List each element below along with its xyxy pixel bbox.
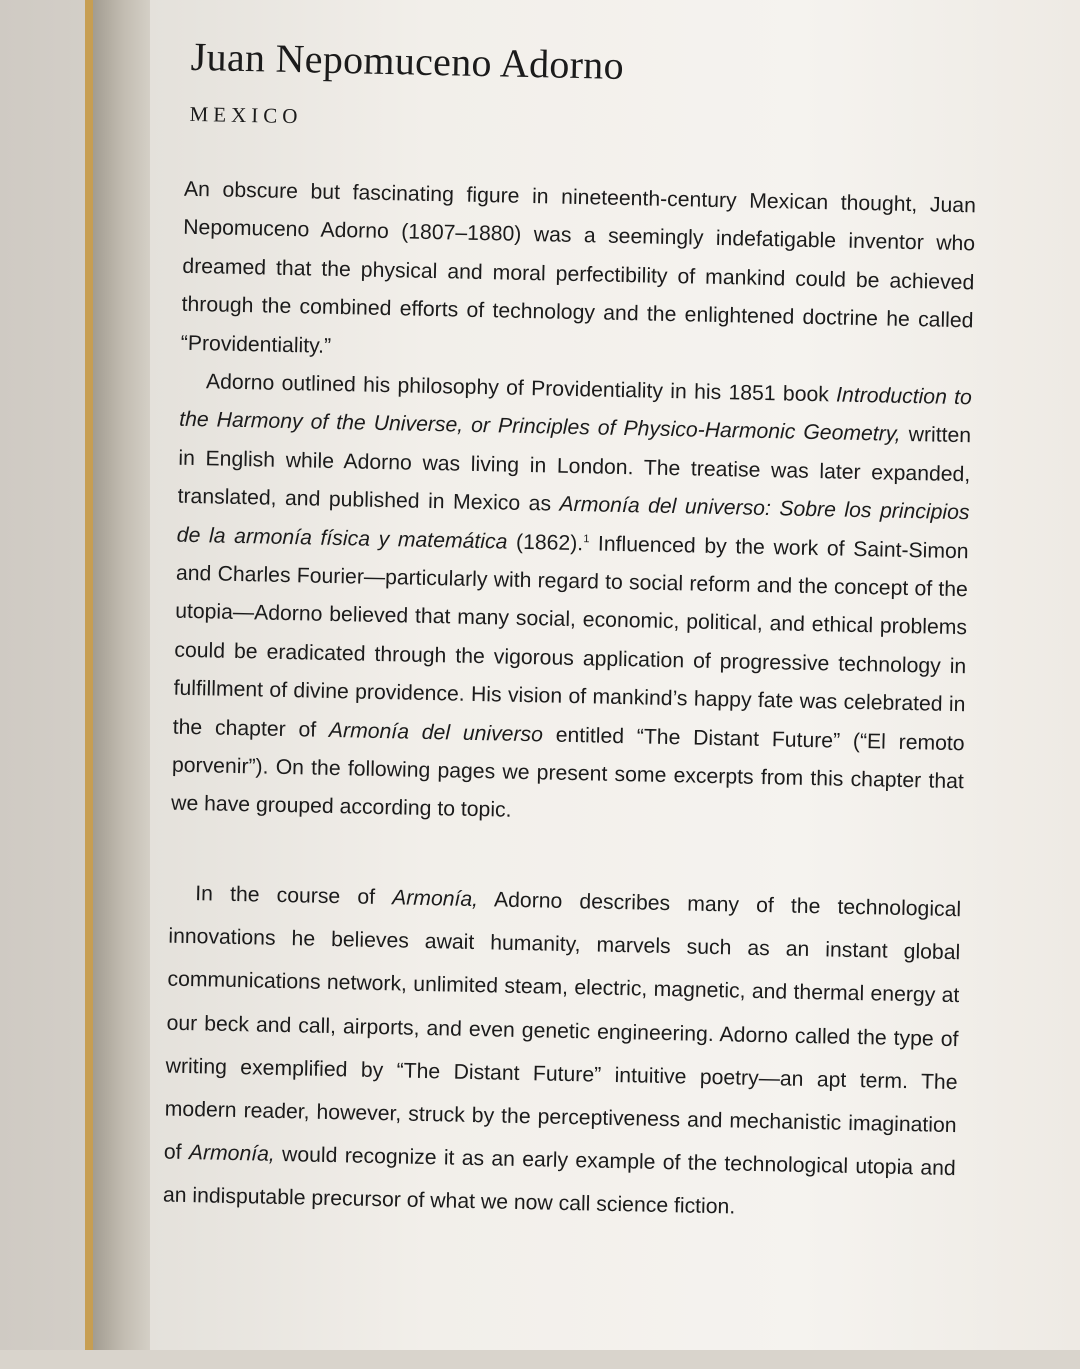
country-subtitle: MEXICO <box>189 101 303 129</box>
page-title: Juan Nepomuceno Adorno <box>190 33 625 88</box>
paragraph-text: In the course of <box>195 882 393 910</box>
book-title-italic: Introduction to the Harmony of the Universe, or Principles of Physico-Harmonic Geometry, <box>178 383 973 447</box>
page-text-block <box>122 0 1080 1369</box>
paragraph-innovations <box>163 872 962 1234</box>
book-page <box>150 0 1080 1350</box>
paragraph-text: would recognize it as an early example of the technological utopia and an indisputable precursor of what we now call science fiction. <box>162 1143 956 1219</box>
paragraph-indent <box>180 388 206 389</box>
paragraph-intro: An obscure but fascinating figure in nineteenth-century Mexican thought, Juan Nepomuceno Adorno (1807–1880) was a seemingly indefatigable inventor who dreamed that the physical and moral perfectibility of mankind could be achieved through the combined efforts of technology and the enlightened doctrine he called “Providentiality.” <box>180 177 977 358</box>
paragraph-text: entitled “The Distant Future” (“El remoto porvenir”). On the following pages we present some excerpts from this chapter that we have grouped according to topic. <box>170 723 965 823</box>
footnote-marker: 1 <box>583 532 590 545</box>
paragraph-text: Adorno outlined his philosophy of Providentiality in his 1851 book <box>205 370 837 407</box>
paragraph-text: written in English while Adorno was living in London. The treatise was later expanded, translated, and published in Mexico as <box>177 423 972 516</box>
paragraph-text: (1862). <box>507 530 584 555</box>
page-edge <box>85 0 93 1350</box>
book-title-italic: Armonía, <box>391 886 479 912</box>
paragraph-text: Adorno describes many of the technological innovations he believes await humanity, marvels such as an instant global communications network, unlimited steam, electric, magnetic, and thermal energy at our beck and call, airports, and even genetic engineering. Adorno called the type of writing exemplified by “The Distant Future” intuitive poetry—an apt term. The modern reader, however, struck by the perceptiveness and mechanistic imagination of <box>163 888 962 1165</box>
paragraph-philosophy <box>171 363 972 840</box>
book-title-italic: Armonía del universo <box>328 718 544 747</box>
book-title-italic: Armonía, <box>188 1141 276 1167</box>
book-title-italic: Armonía del universo: Sobre los principios de la armonía física y matemática <box>176 492 970 554</box>
paragraph-text: Influenced by the work of Saint-Simon and Charles Fourier—particularly with regard to social reform and the concept of the utopia—Adorno believed that many social, economic, political, and ethical problems could be eradicated through the vigorous application of progressive technology in fulfillment of divine providence. His vision of mankind’s happy fate was celebrated in the chapter of <box>172 531 969 742</box>
paragraph-indent <box>169 900 195 901</box>
